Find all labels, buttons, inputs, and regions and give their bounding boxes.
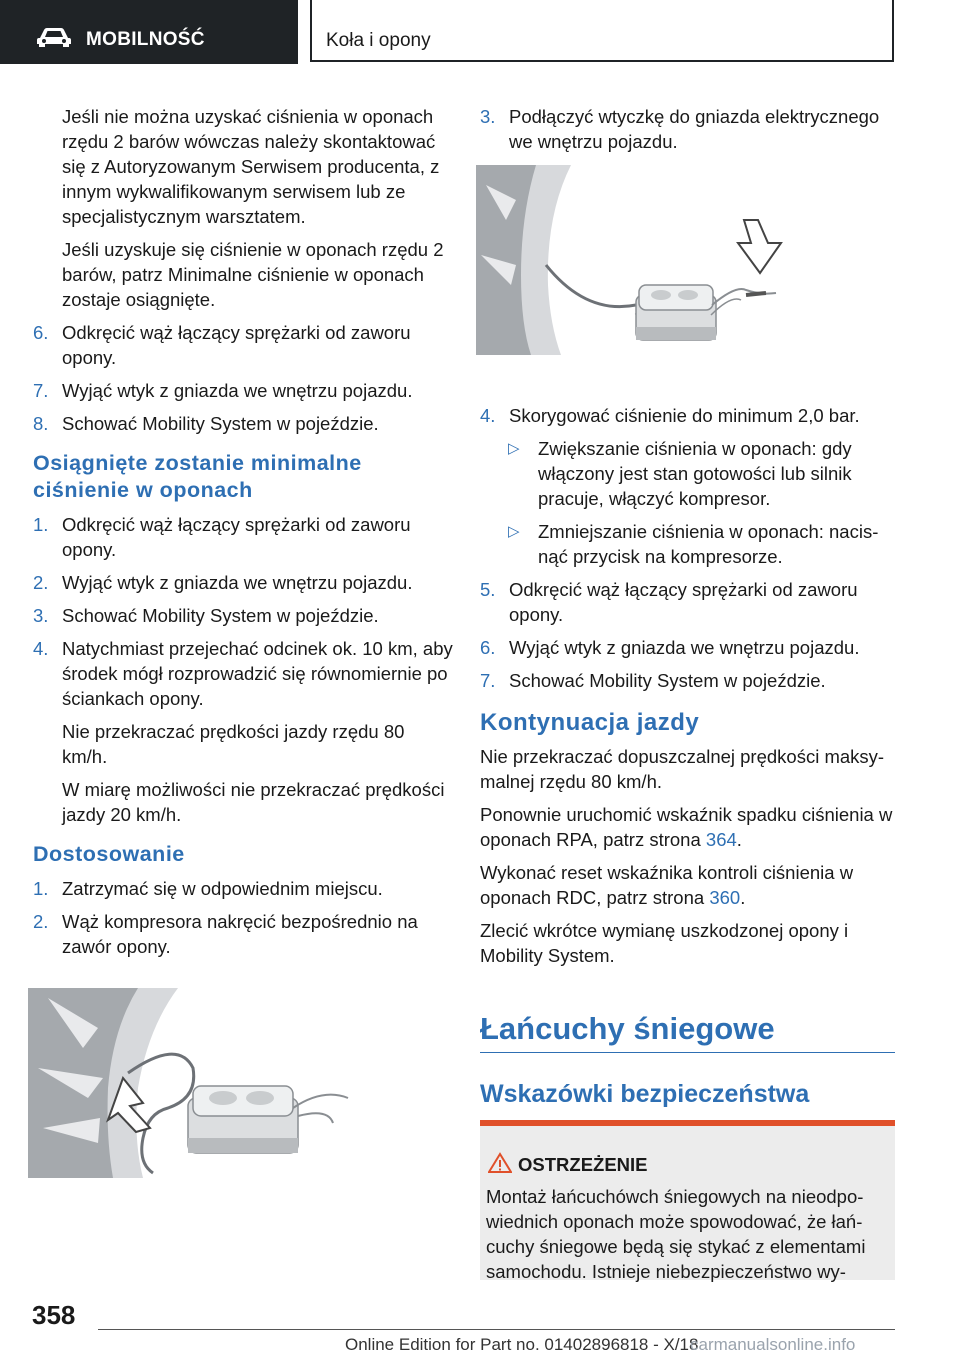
list-item [480,635,895,660]
list-item [33,378,453,403]
edition-info: Online Edition for Part no. 01402896818 - X/18 [345,1335,699,1354]
bullet-triangle-icon: ▷ [508,440,520,457]
paragraph: Nie przekraczać dopuszczalnej prędkości maksymalnej rzędu 80 km/h. [480,746,885,792]
list-item [480,668,895,693]
step-text: Zatrzymać się w odpowiednim miejscu. [62,878,383,899]
compressor-plug-illustration [476,165,896,355]
step-text: Schować Mobility System w pojeździe. [509,670,826,691]
chapter-heading: Łańcuchy śniegowe [480,1011,775,1046]
step-number: 7. [33,380,49,401]
step-number: 6. [480,637,496,658]
section-heading: Kontynuacja jazdy [480,709,700,736]
step-number: 3. [33,605,49,626]
list-item [33,909,453,959]
step-text: Wyjąć wtyk z gniazda we wnętrzu pojazdu. [509,637,860,658]
step-number: 3. [480,106,496,127]
page-number: 358 [32,1300,76,1330]
right-column [480,403,895,976]
step-number: 7. [480,670,496,691]
step-number: 4. [33,638,49,659]
paragraph: Ponownie uruchomić wskaźnik spadku ciśnienia w oponach RPA, patrz strona 364. [480,804,893,850]
step-number: 2. [33,911,49,932]
chapter-title: Koła i opony [326,30,431,51]
step-number: 1. [33,878,49,899]
list-item [33,636,453,711]
right-column-top [480,104,895,162]
sub-list-item [480,436,895,511]
note: Nie przekraczać prędkości jazdy rzędu 80 km/h. [62,721,405,767]
warning-box [480,1120,895,1280]
step-text: Skorygować ciśnienie do minimum 2,0 bar. [509,405,860,426]
section-title: MOBILNOŚĆ [86,29,205,50]
list-item [480,403,895,428]
page-link-360[interactable]: 360 [709,887,741,908]
step-text: Schować Mobility System w pojeździe. [62,605,379,626]
step-number: 8. [33,413,49,434]
step-text: Wyjąć wtyk z gniazda we wnętrzu pojazdu. [62,380,413,401]
section-tab [0,0,298,64]
list-item [33,411,453,436]
left-column [33,104,453,967]
step-text: Natychmiast przejechać odcinek ok. 10 km, aby środek mógł rozprowadzić się równomiernie po ściankach opony. [62,638,453,709]
page-link-364[interactable]: 364 [705,829,737,850]
list-item [33,570,453,595]
step-text: Wyjąć wtyk z gniazda we wnętrzu pojazdu. [62,572,413,593]
subsection-heading-block [480,1078,895,1110]
list-item [33,876,453,901]
bullet-triangle-icon: ▷ [508,523,520,540]
step-text: Odkręcić wąż łączący sprężarki od zaworu opony. [62,514,411,560]
step-number: 6. [33,322,49,343]
section-heading: Osiągnięte zostanie minimalne ciśnienie w oponach [33,451,362,502]
footer-rule [98,1329,895,1330]
sub-text: Zwiększanie ciśnienia w oponach: gdy włączony jest stan gotowości lub silnik pracuje, włączyć kompresor. [538,438,852,509]
list-item [33,603,453,628]
step-number: 2. [33,572,49,593]
step-number: 1. [33,514,49,535]
sub-list-item [480,519,895,569]
list-item [33,320,453,370]
chapter-header [310,0,894,62]
step-text: Schować Mobility System w pojeździe. [62,413,379,434]
paragraph: Jeśli uzyskuje się ciśnienie w oponach rzędu 2 barów, patrz Minimalne ciśnienie w oponach zostaje osiągnięte. [62,239,444,310]
warning-title: OSTRZEŻENIE [518,1154,648,1175]
warning-text: Montaż łańcuchówch śniegowych na nieodpowiednich oponach może spowodować, że łańcuchy śniegowe będą się stykać z elementami samochodu. Istnieje niebezpieczeństwo wy- [486,1186,866,1282]
paragraph: Jeśli nie można uzyskać ciśnienia w oponach rzędu 2 barów wówczas należy skontaktować się z Autoryzowanym Serwisem producenta, z innym wykwalifikowanym serwisem lub ze specjalistycznym warsztatem. [62,106,440,227]
step-text: Podłączyć wtyczkę do gniazda elektrycznego we wnętrzu pojazdu. [509,106,880,152]
step-number: 5. [480,579,496,600]
list-item [33,512,453,562]
watermark: carmanualsonline.info [690,1335,856,1354]
section-heading: Dostosowanie [33,842,185,866]
step-text: Odkręcić wąż łączący sprężarki od zaworu opony. [509,579,858,625]
paragraph: Zlecić wkrótce wymianę uszkodzonej opony i Mobility System. [480,920,849,966]
step-text: Odkręcić wąż łączący sprężarki od zaworu opony. [62,322,411,368]
heading-rule [480,1052,895,1053]
compressor-valve-illustration [28,988,448,1178]
subsection-heading: Wskazówki bezpieczeństwa [480,1080,810,1108]
list-item [480,104,895,154]
list-item [480,577,895,627]
paragraph: Wykonać reset wskaźnika kontroli ciśnienia w oponach RDC, patrz strona 360. [480,862,854,908]
step-number: 4. [480,405,496,426]
chapter-heading-block [480,1010,895,1053]
step-text: Wąż kompresora nakręcić bezpośrednio na zawór opony. [62,911,418,957]
warning-triangle-icon [488,1152,512,1174]
note: W miarę możliwości nie przekraczać prędkości jazdy 20 km/h. [62,779,445,825]
sub-text: Zmniejszanie ciśnienia w oponach: nacisnąć przycisk na kompresorze. [538,521,879,567]
car-icon [36,26,72,48]
